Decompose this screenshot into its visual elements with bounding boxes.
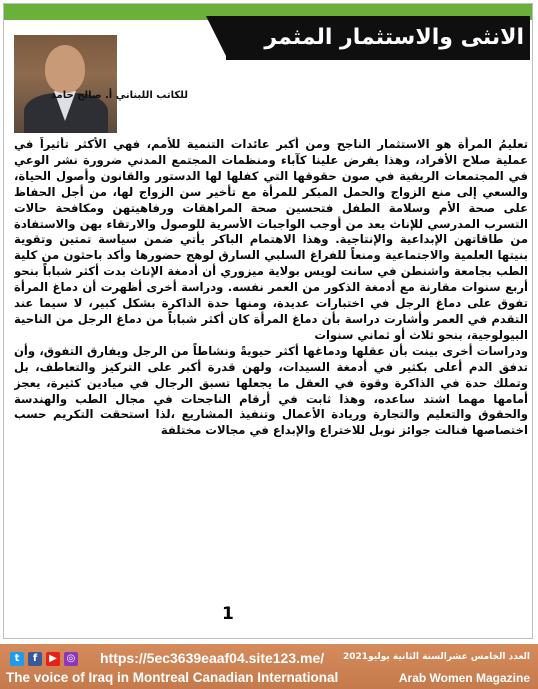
footer-bar [0,644,538,689]
paragraph-1: تعليمُ المرأة هو الاستثمار الناجح ومن أكبر عائدات التنمية للأمم، فهي الأكثر تأثيراً في عملية صلاح الأفراد، وهذا يفرض علينا كآباء ومنظمات المجتمع المدني ضرورة نشر الوعي في المجتمعات الريفية في صون حقوقها التي كفلها لها الدستور والقانون وأصول الحياة، والسعي إلى منع الزواج والحمل المبكر للمرأة مع تأخير سن الزواج لها، من أجل الحفاظ على صحة الأم وسلامة الطفل فتحسين صحة المراهقات ورفاهيتهن ومكافحة حالات التسرب المدرسي للإناث يعد من أوجب الواجبات الأسرية للوصول والارتقاء بهن والاستفادة من طاقاتهن الإبداعية والإنتاجية. وهذا الاهتمام الباكر يأتي ضمن سياسة تمتين وتقوية بنيتها العلمية والاجتماعية ومنعاً للفراغ السلبي السارق لوهج حضورها وأكد باحثون من كلية الطب بجامعة واشنطن في سانت لويس بولاية ميزوري أن أدمغة الإناث بدت أكثر شباباً بنحو أربع سنوات مقارنة مع أدمغة الذكور من العمر نفسه. ودراسة أخرى أظهرت أن دماغ المرأة تفوق على دماغ الرجل في اختبارات عديدة، ومنها حدة الذاكرة بشكل كبير، لا سيما عند التقدم في العمر وأشارت دراسة بأن دماغ المرأة كان أكثر شباباً من دماغ الرجل من الناحية البيولوجية، بنحو ثلاث أو ثماني سنوات [14,137,528,342]
magazine-name: Arab Women Magazine [398,671,530,685]
site-url-link[interactable]: https://5ec3639eaaf04.site123.me/ [100,650,325,666]
social-icons [10,652,78,666]
author-byline: للكاتب اللبناني أ. صالح حامد [50,90,188,101]
article-body [14,137,528,597]
twitter-icon[interactable]: t [10,652,24,666]
issue-info: العدد الخامس عشرالسنة الثانية يوليو2021 [343,652,530,662]
instagram-icon[interactable]: ◎ [64,652,78,666]
youtube-icon[interactable]: ▶ [46,652,60,666]
paragraph-2: ودراسات أخرى بينت بأن عقلها ودماغها أكثر حيويةً ونشاطاً من الرجل ويفارق التفوق، وأن تدفق الدم أعلى بكثير في أدمغة السيدات، ولهن قدرة أكبر على التركيز والتعاطف، بل وتملك حدة في الذاكرة وقوة في العقل ما يجعلها تسبق الرجال في ميادين كثيرة، يعجز أمامها مهما اشتد ساعده، وهذا ثابت في أرقام الناجحات في مجال الطب والهندسة والحقوق والتعليم والتجارة وريادة الأعمال وتنفيذ المشاريع ،لذا استحقت التكريم حسب اختصاصها فنالت جوائز نوبل للاختراع والإبداع في مجالات مختلفة [14,343,528,438]
facebook-icon[interactable]: f [28,652,42,666]
page-number: 1 [222,604,234,624]
author-photo [14,35,117,133]
title-bar-slant [206,16,228,60]
footer-tagline: The voice of Iraq in Montreal Canadian International [6,670,339,685]
article-title: الانثى والاستثمار المثمر [264,25,524,50]
